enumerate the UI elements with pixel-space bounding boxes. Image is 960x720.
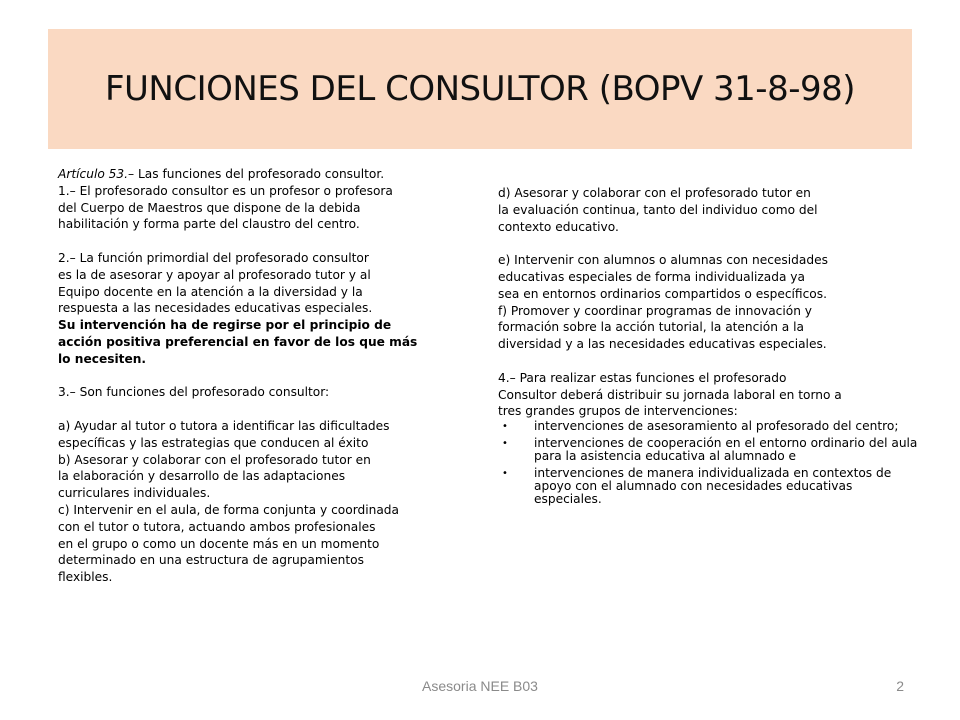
function-ef-line: formación sobre la acción tutorial, la atención a la [498,320,804,335]
list-item-text: intervenciones de asesoramiento al profesorado del centro; [534,419,899,434]
functions-line: específicas y las estrategias que conducen al éxito [58,435,369,450]
title-band [48,29,912,149]
functions-line: curriculares individuales. [58,486,211,501]
principle-bold-line: acción positiva preferencial en favor de los que más [58,334,418,349]
list-item [498,420,918,433]
paragraph-3: 3.– Son funciones del profesorado consultor: [58,385,330,400]
function-ef-line: educativas especiales de forma individualizada ya [498,269,805,284]
article-heading [58,166,438,183]
principle-bold-line: Su intervención ha de regirse por el principio de [58,318,392,333]
paragraph-2-line: respuesta a las necesidades educativas especiales. [58,301,373,316]
paragraph-1-line: del Cuerpo de Maestros que dispone de la debida [58,200,361,215]
function-ef-line: diversidad y a las necesidades educativas especiales. [498,337,827,352]
function-d-line: la evaluación continua, tanto del individuo como del [498,202,818,217]
function-d-line: d) Asesorar y colaborar con el profesorado tutor en [498,186,811,200]
function-ef-line: sea en entornos ordinarios compartidos o específicos. [498,286,827,301]
principle-bold-line: lo necesiten. [58,351,147,366]
paragraph-1-line: habilitación y forma parte del claustro del centro. [58,217,360,232]
list-item [498,467,918,506]
list-item-text: intervenciones de cooperación en el entorno ordinario del aula para la asistencia educativa al alumnado e [534,436,918,464]
footer-text: Asesoria NEE B03 [422,678,538,694]
list-item-text: intervenciones de manera individualizada en contextos de apoyo con el alumnado con necesidades educativas especiales. [534,466,892,507]
paragraph-2-line: es la de asesorar y apoyar al profesorado tutor y al [58,267,371,282]
article-heading-rest: – Las funciones del profesorado consultor. [128,167,385,181]
paragraph-2-line: Equipo docente en la atención a la diversidad y la [58,284,363,299]
functions-line: en el grupo o como un docente más en un momento [58,536,380,551]
functions-line: flexibles. [58,570,113,585]
functions-line: con el tutor o tutora, actuando ambos profesionales [58,519,376,534]
function-d-line: contexto educativo. [498,219,619,234]
bullet-icon: • [502,438,508,450]
functions-line: c) Intervenir en el aula, de forma conjunta y coordinada [58,502,400,517]
article-label: Artículo 53. [58,167,129,181]
list-item [498,437,918,463]
functions-line: determinado en una estructura de agrupamientos [58,553,364,568]
bullet-icon: • [502,421,508,433]
slide-title: FUNCIONES DEL CONSULTOR (BOPV 31-8-98) [104,69,856,109]
paragraph-4-line: tres grandes grupos de intervenciones: [498,404,738,419]
paragraph-2-line: 2.– La función primordial del profesorado consultor [58,250,369,265]
page-number: 2 [896,678,904,694]
function-ef-line: f) Promover y coordinar programas de innovación y [498,303,813,318]
paragraph-4-line: 4.– Para realizar estas funciones el profesorado [498,370,787,385]
left-column [58,166,438,586]
bullet-icon: • [502,468,508,480]
paragraph-4-line: Consultor deberá distribuir su jornada laboral en torno a [498,387,842,402]
paragraph-1-line: 1.– El profesorado consultor es un profesor o profesora [58,183,393,198]
functions-line: b) Asesorar y colaborar con el profesorado tutor en [58,452,371,467]
functions-line: a) Ayudar al tutor o tutora a identificar las dificultades [58,418,390,433]
function-ef-line: e) Intervenir con alumnos o alumnas con necesidades [498,253,828,268]
functions-line: la elaboración y desarrollo de las adaptaciones [58,469,346,484]
right-column [498,185,918,510]
interventions-list [498,420,918,506]
